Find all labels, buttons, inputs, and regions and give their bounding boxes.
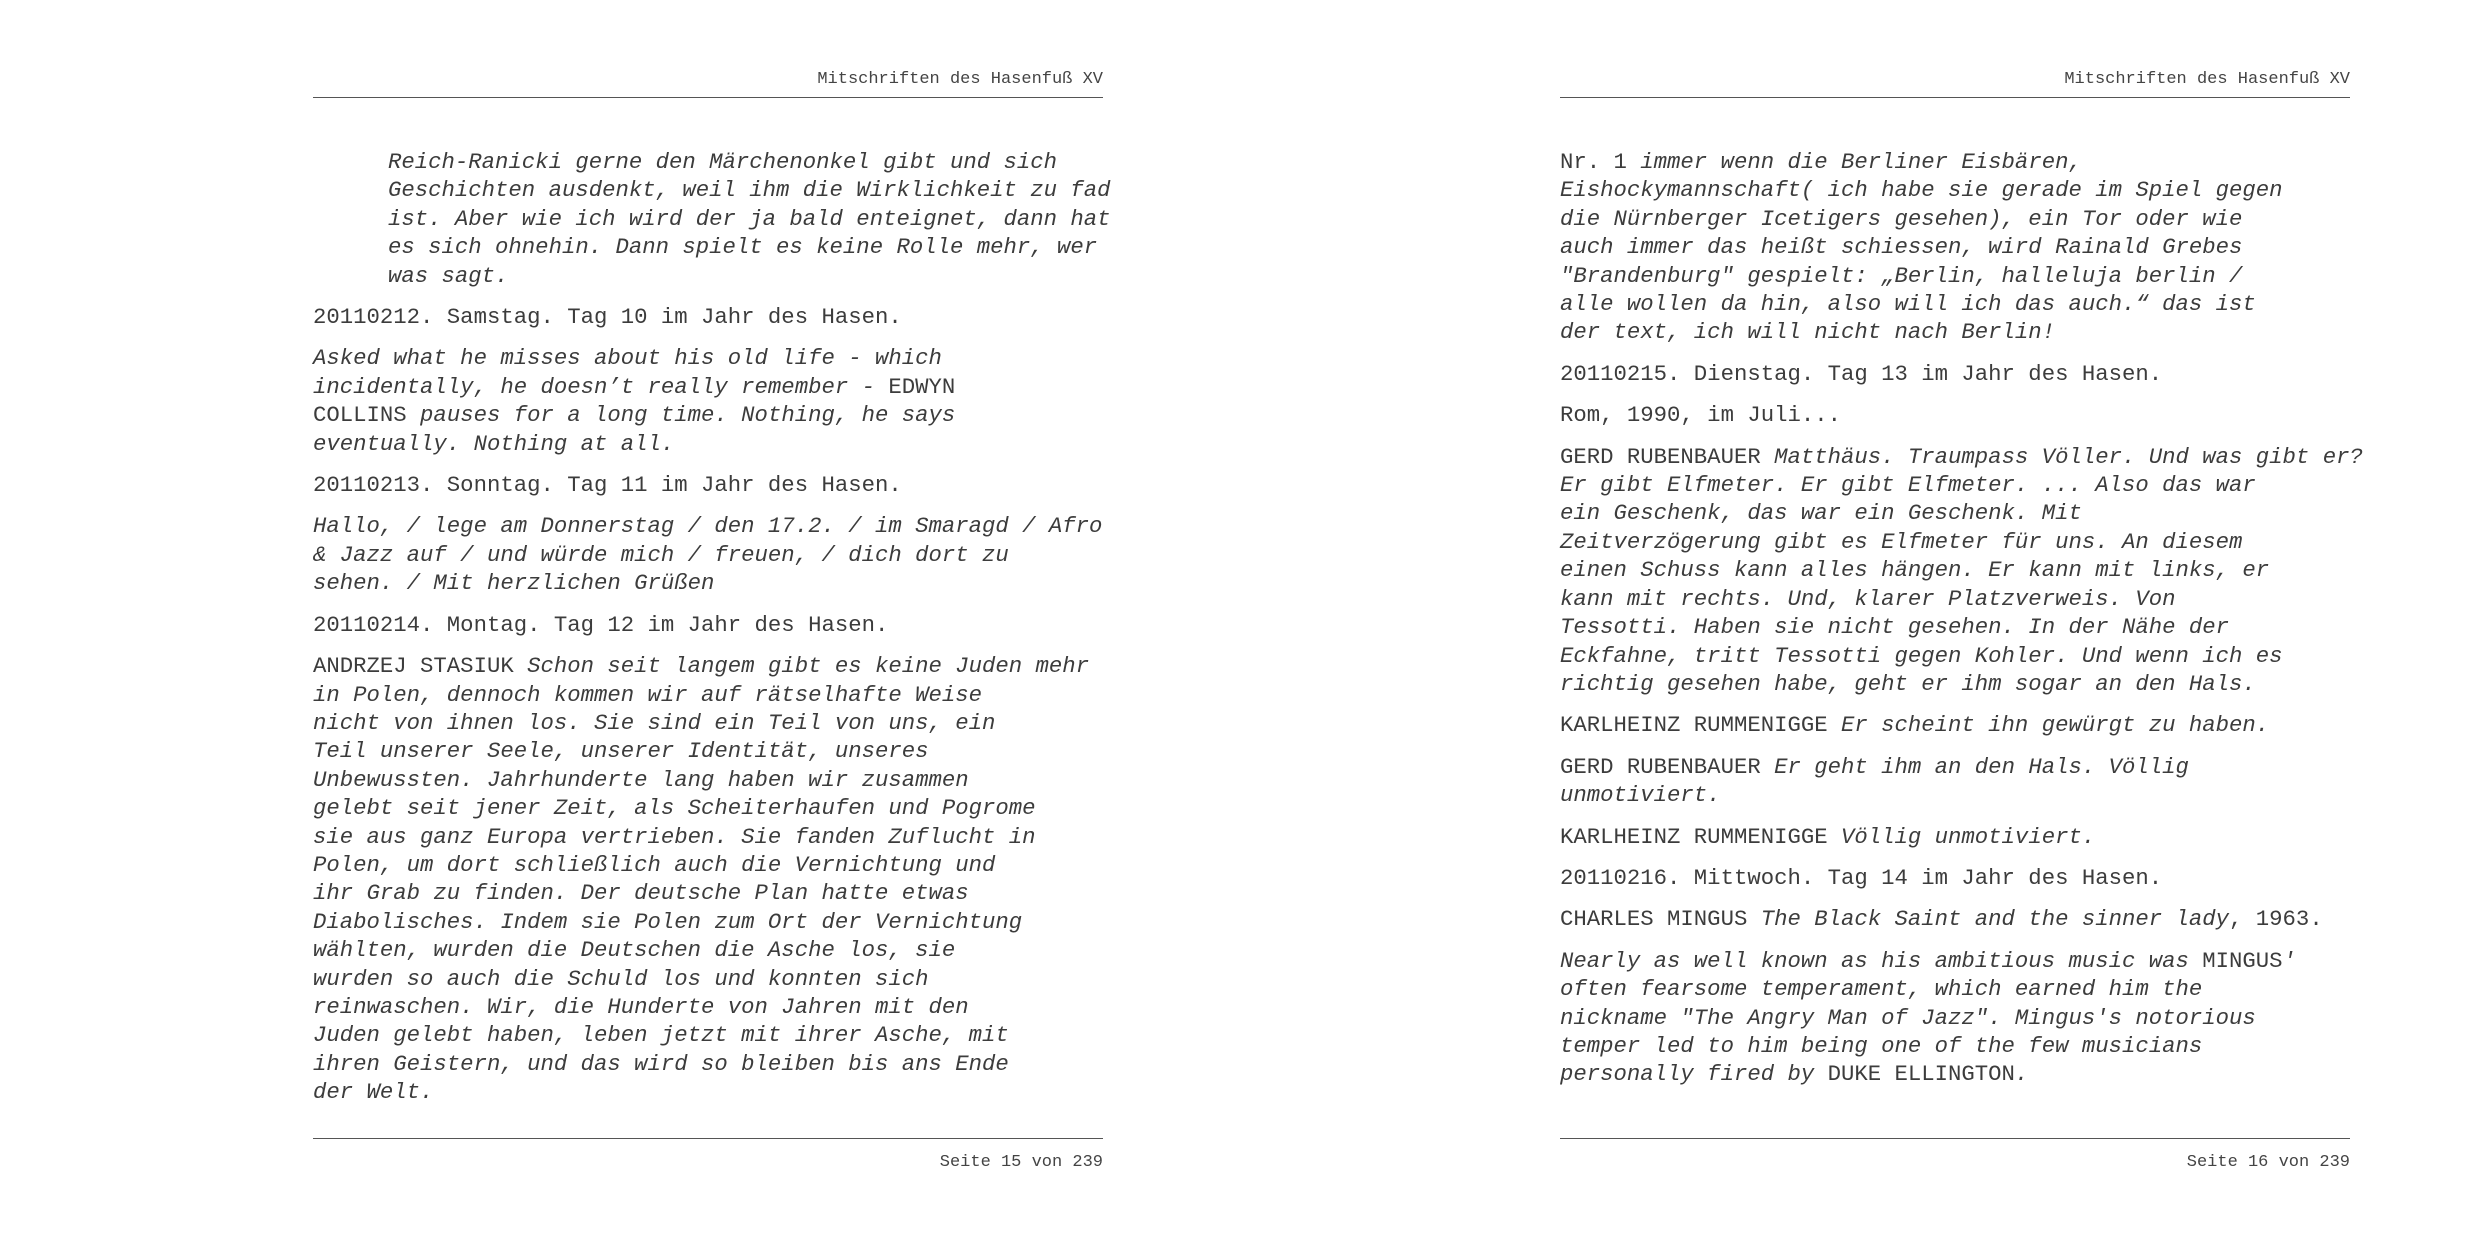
text-line (1560, 642, 2350, 670)
text-line (1560, 556, 2350, 584)
italic-text: wählten, wurden die Deutschen die Asche los, sie (313, 937, 956, 964)
italic-text: was sagt. (388, 262, 509, 289)
text-line (1560, 205, 2350, 233)
italic-text: Völlig unmotiviert. (1827, 823, 2096, 850)
text-line (313, 611, 1103, 639)
paragraph (1560, 401, 2350, 429)
running-header: Mitschriften des Hasenfuß XV (817, 70, 1103, 89)
page-number: Seite 15 von 239 (939, 1153, 1103, 1172)
italic-text: Zeitverzögerung gibt es Elfmeter für uns. An diesem (1560, 528, 2243, 555)
paragraph (1560, 947, 2350, 1089)
italic-text: sie aus ganz Europa vertrieben. Sie fanden Zuflucht in (313, 823, 1036, 850)
italic-text: richtig gesehen habe, geht er ihm sogar an den Hals. (1560, 670, 2256, 697)
text-line (1560, 148, 2350, 176)
roman-text: 20110213. Sonntag. Tag 11 im Jahr des Hasen. (313, 472, 902, 499)
roman-text: EDWYN (888, 373, 956, 400)
text-line (313, 737, 1103, 765)
paragraph (313, 148, 1111, 290)
paragraph (1560, 360, 2350, 388)
italic-text: incidentally, he doesn’t really remember - (313, 373, 889, 400)
text-line (313, 1078, 1103, 1106)
italic-text: wurden so auch die Schuld los und konnten sich (313, 965, 929, 992)
text-line (1560, 262, 2350, 290)
italic-text: Eckfahne, tritt Tessotti gegen Kohler. Und wenn ich es (1560, 642, 2283, 669)
text-line (313, 373, 1103, 401)
italic-text: ihr Grab zu finden. Der deutsche Plan hatte etwas (313, 880, 969, 907)
italic-text: ihren Geistern, und das wird so bleiben bis ans Ende (313, 1050, 1009, 1077)
italic-text: der text, ich will nicht nach Berlin! (1560, 319, 2056, 346)
text-line (388, 205, 1111, 233)
text-line (1560, 613, 2350, 641)
italic-text: in Polen, dennoch kommen wir auf rätselhafte Weise (313, 681, 983, 708)
text-line (313, 851, 1103, 879)
roman-text: 20110214. Montag. Tag 12 im Jahr des Hasen. (313, 611, 889, 638)
text-line (1560, 1060, 2350, 1088)
italic-text: Er geht ihm an den Hals. Völlig (1760, 753, 2189, 780)
text-line (1560, 670, 2350, 698)
paragraph (313, 471, 1103, 499)
text-line (1560, 176, 2350, 204)
text-line (1560, 975, 2350, 1003)
page-body (313, 148, 1111, 1120)
text-line (1560, 233, 2350, 261)
italic-text: sehen. / Mit herzlichen Grüßen (313, 570, 715, 597)
italic-text: & Jazz auf / und würde mich / freuen, / dich dort zu (313, 541, 1009, 568)
text-line (1560, 360, 2350, 388)
roman-text: COLLINS (313, 402, 407, 429)
italic-text: die Nürnberger Icetigers gesehen), ein Tor oder wie (1560, 205, 2243, 232)
italic-text: Polen, um dort schließlich auch die Vernichtung und (313, 851, 996, 878)
roman-text: ANDRZEJ STASIUK (313, 653, 514, 680)
text-line (313, 541, 1103, 569)
italic-text: "Brandenburg" gespielt: „Berlin, halleluja berlin / (1560, 262, 2243, 289)
text-line (313, 965, 1103, 993)
italic-text: kann mit rechts. Und, klarer Platzverweis. Von (1560, 585, 2176, 612)
footer-rule (1560, 1138, 2350, 1139)
italic-text: eventually. Nothing at all. (313, 430, 675, 457)
roman-text: 20110212. Samstag. Tag 10 im Jahr des Hasen. (313, 304, 902, 331)
italic-text: auch immer das heißt schiessen, wird Rainald Grebes (1560, 234, 2243, 261)
running-header: Mitschriften des Hasenfuß XV (2064, 70, 2350, 89)
text-line (388, 262, 1103, 290)
text-line (388, 233, 1103, 261)
text-line (313, 908, 1103, 936)
right-page (1560, 0, 2363, 1240)
paragraph (1560, 148, 2350, 347)
text-line (313, 303, 1103, 331)
text-line (1560, 1004, 2350, 1032)
italic-text: Unbewussten. Jahrhunderte lang haben wir zusammen (313, 766, 969, 793)
text-line (1560, 823, 2350, 851)
text-line (313, 401, 1103, 429)
text-line (1560, 781, 2350, 809)
italic-text: Matthäus. Traumpass Völler. Und was gibt er? (1760, 443, 2363, 470)
roman-text: Nr. 1 (1560, 149, 1627, 175)
text-line (313, 709, 1103, 737)
text-line (1560, 585, 2350, 613)
text-line (1560, 947, 2350, 975)
roman-text: CHARLES MINGUS (1560, 906, 1748, 933)
paragraph (313, 611, 1103, 639)
italic-text: personally fired by (1560, 1061, 1828, 1088)
paragraph (1560, 443, 2363, 699)
text-line (1560, 290, 2350, 318)
italic-text: Nearly as well known as his ambitious music was (1560, 947, 2203, 974)
page-body (1560, 148, 2363, 1102)
text-line (1560, 528, 2350, 556)
italic-text: Er scheint ihn gewürgt zu haben. (1827, 712, 2270, 739)
text-line (313, 1050, 1103, 1078)
italic-text: ' (2282, 947, 2296, 974)
text-line (388, 148, 1103, 176)
italic-text: alle wollen da hin, also will ich das auch.“ das ist (1560, 291, 2256, 318)
text-line (313, 1021, 1103, 1049)
text-line (313, 569, 1103, 597)
roman-text: DUKE ELLINGTON (1827, 1061, 2015, 1088)
roman-text: KARLHEINZ RUMMENIGGE (1560, 823, 1828, 850)
text-line (1560, 318, 2350, 346)
paragraph (1560, 905, 2350, 933)
text-line (1560, 499, 2350, 527)
footer-rule (313, 1138, 1103, 1139)
italic-text: Geschichten ausdenkt, weil ihm die Wirklichkeit zu fad (388, 177, 1111, 204)
text-line (313, 993, 1103, 1021)
italic-text: Diabolisches. Indem sie Polen zum Ort der Vernichtung (313, 908, 1023, 935)
italic-text: ein Geschenk, das war ein Geschenk. Mit (1560, 500, 2082, 527)
italic-text: Teil unserer Seele, unserer Identität, unseres (313, 738, 929, 765)
italic-text: reinwaschen. Wir, die Hunderte von Jahren mit den (313, 993, 969, 1020)
header-rule (313, 97, 1103, 98)
italic-text: immer wenn die Berliner Eisbären, (1626, 149, 2082, 175)
italic-text: The Black Saint and the sinner lady (1747, 906, 2230, 933)
paragraph (313, 344, 1103, 458)
text-line (313, 823, 1103, 851)
text-line (1560, 864, 2350, 892)
text-line (313, 766, 1103, 794)
roman-text: GERD RUBENBAUER (1560, 753, 1761, 780)
left-page (313, 0, 1111, 1240)
text-line (313, 471, 1103, 499)
italic-text: unmotiviert. (1560, 782, 1721, 809)
italic-text: pauses for a long time. Nothing, he says (406, 402, 956, 429)
italic-text: Er gibt Elfmeter. Er gibt Elfmeter. ... Also das war (1560, 472, 2256, 499)
italic-text: . (2014, 1061, 2029, 1088)
italic-text: Schon seit langem gibt es keine Juden mehr (513, 653, 1090, 680)
text-line (313, 344, 1103, 372)
italic-text: temper led to him being one of the few musicians (1560, 1032, 2203, 1059)
italic-text: einen Schuss kann alles hängen. Er kann mit links, er (1560, 557, 2270, 584)
text-line (1560, 401, 2350, 429)
italic-text: Asked what he misses about his old life - which (313, 345, 942, 372)
text-line (313, 430, 1103, 458)
roman-text: KARLHEINZ RUMMENIGGE (1560, 712, 1828, 739)
text-line (1560, 753, 2350, 781)
italic-text: Eishockymannschaft( ich habe sie gerade im Spiel gegen (1560, 177, 2283, 204)
paragraph (313, 652, 1103, 1107)
italic-text: Reich-Ranicki gerne den Märchenonkel gibt und sich (388, 149, 1058, 175)
paragraph (1560, 711, 2350, 739)
text-line (1560, 1032, 2350, 1060)
paragraph (1560, 753, 2350, 810)
paragraph (313, 512, 1103, 597)
italic-text: Juden gelebt haben, leben jetzt mit ihrer Asche, mit (313, 1022, 1009, 1049)
text-line (388, 176, 1111, 204)
italic-text: es sich ohnehin. Dann spielt es keine Rolle mehr, wer (388, 234, 1098, 261)
italic-text: ist. Aber wie ich wird der ja bald enteignet, dann hat (388, 205, 1111, 232)
roman-text: 20110215. Dienstag. Tag 13 im Jahr des Hasen. (1560, 360, 2163, 387)
text-line (313, 512, 1103, 540)
italic-text: often fearsome temperament, which earned him the (1560, 976, 2203, 1003)
italic-text: gelebt seit jener Zeit, als Scheiterhaufen und Pogrome (313, 795, 1036, 822)
italic-text: nickname "The Angry Man of Jazz". Mingus's notorious (1560, 1004, 2256, 1031)
text-line (313, 879, 1103, 907)
text-line (313, 936, 1103, 964)
italic-text: Tessotti. Haben sie nicht gesehen. In der Nähe der (1560, 614, 2230, 641)
italic-text: Hallo, / lege am Donnerstag / den 17.2. / im Smaragd / Afro (313, 513, 1103, 540)
text-line (313, 681, 1103, 709)
text-line (1560, 443, 2363, 471)
roman-text: GERD RUBENBAUER (1560, 443, 1761, 470)
italic-text: nicht von ihnen los. Sie sind ein Teil von uns, ein (313, 709, 996, 736)
roman-text: MINGUS (2202, 947, 2283, 974)
paragraph (1560, 823, 2350, 851)
text-line (1560, 905, 2350, 933)
text-line (1560, 471, 2350, 499)
paragraph (313, 303, 1103, 331)
text-line (313, 652, 1103, 680)
italic-text: der Welt. (313, 1079, 434, 1106)
roman-text: Rom, 1990, im Juli... (1560, 402, 1841, 429)
roman-text: 20110216. Mittwoch. Tag 14 im Jahr des Hasen. (1560, 864, 2163, 891)
roman-text: , 1963. (2229, 906, 2323, 933)
text-line (313, 794, 1103, 822)
paragraph (1560, 864, 2350, 892)
text-line (1560, 711, 2350, 739)
header-rule (1560, 97, 2350, 98)
page-number: Seite 16 von 239 (2186, 1153, 2350, 1172)
